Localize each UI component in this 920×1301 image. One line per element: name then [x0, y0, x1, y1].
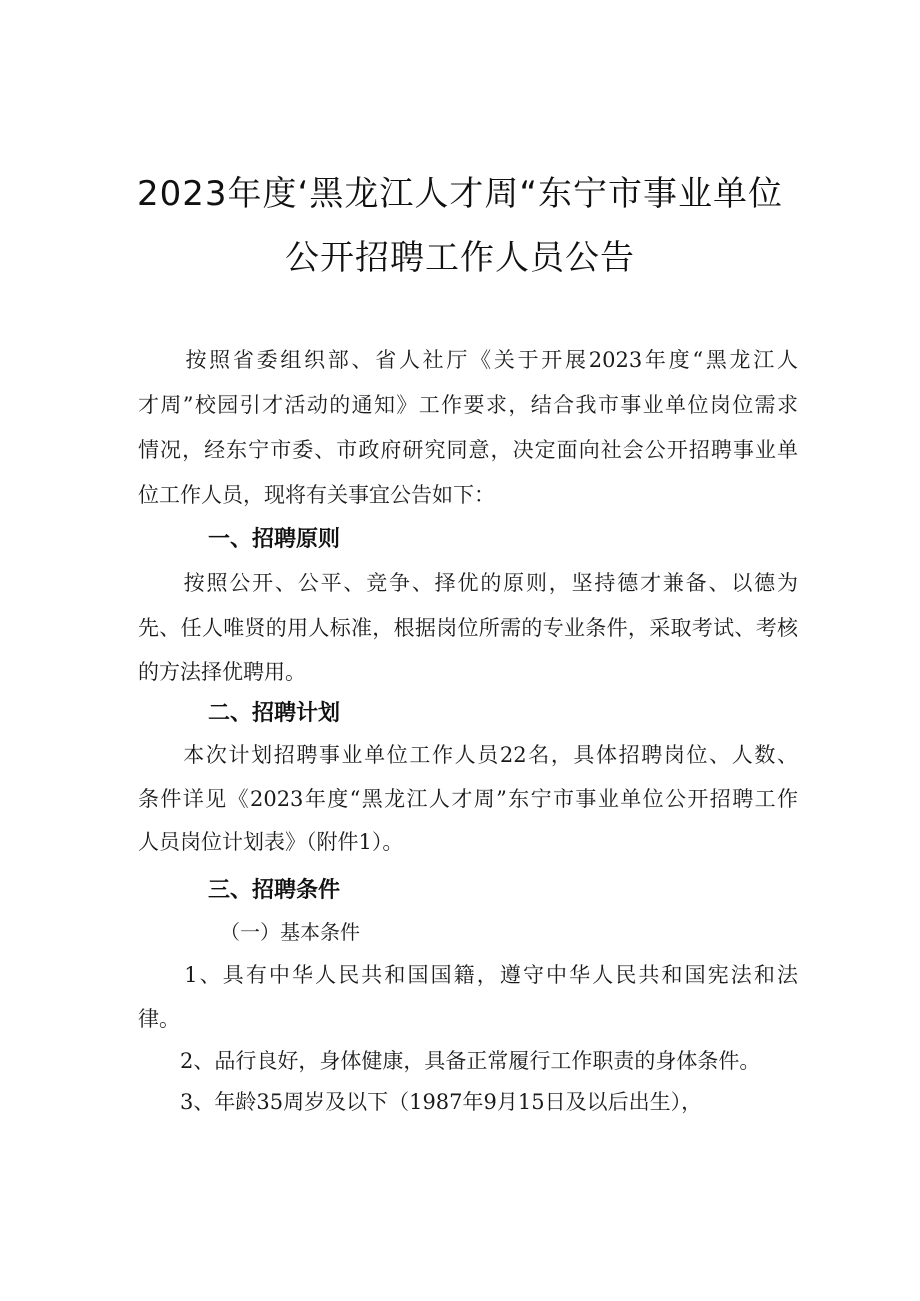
- section-body-line: 的方法择优聘用。: [138, 660, 306, 684]
- section-body-line: 律。: [138, 1007, 180, 1031]
- intro-line: 才周”校园引才活动的通知》工作要求，结合我市事业单位岗位需求: [138, 393, 798, 417]
- section-heading-conditions: 三、招聘条件: [208, 878, 341, 903]
- intro-line: 按照省委组织部、省人社厅《关于开展2023年度“黑龙江人: [138, 348, 798, 372]
- section-body-line: 先、任人唯贤的用人标准，根据岗位所需的专业条件，采取考试、考核: [138, 616, 798, 640]
- section-body-line: 条件详见《2023年度“黑龙江人才周”东宁市事业单位公开招聘工作: [138, 787, 798, 811]
- intro-line: 位工作人员，现将有关事宜公告如下：: [138, 483, 495, 507]
- section-body-line: 3、年龄35周岁及以下（1987年9月15日及以后出生），: [138, 1090, 703, 1114]
- section-body-line: 按照公开、公平、竞争、择优的原则，坚持德才兼备、以德为: [138, 571, 798, 595]
- subsection-heading-basic: （一）基本条件: [220, 920, 360, 944]
- section-body-line: 1、具有中华人民共和国国籍，遵守中华人民共和国宪法和法: [138, 963, 798, 987]
- document-title-line-1: 2023年度‘黑龙江人才周“东宁市事业单位: [137, 174, 783, 214]
- section-heading-plan: 二、招聘计划: [208, 701, 341, 726]
- section-body-line: 人员岗位计划表》（附件1）。: [138, 830, 404, 854]
- intro-line: 情况，经东宁市委、市政府研究同意，决定面向社会公开招聘事业单: [138, 438, 798, 462]
- section-body-line: 2、品行良好，身体健康，具备正常履行工作职责的身体条件。: [138, 1049, 761, 1073]
- section-heading-principles: 一、招聘原则: [208, 527, 341, 552]
- section-body-line: 本次计划招聘事业单位工作人员22名，具体招聘岗位、人数、: [138, 743, 798, 767]
- document-title-line-2: 公开招聘工作人员公告: [285, 238, 635, 278]
